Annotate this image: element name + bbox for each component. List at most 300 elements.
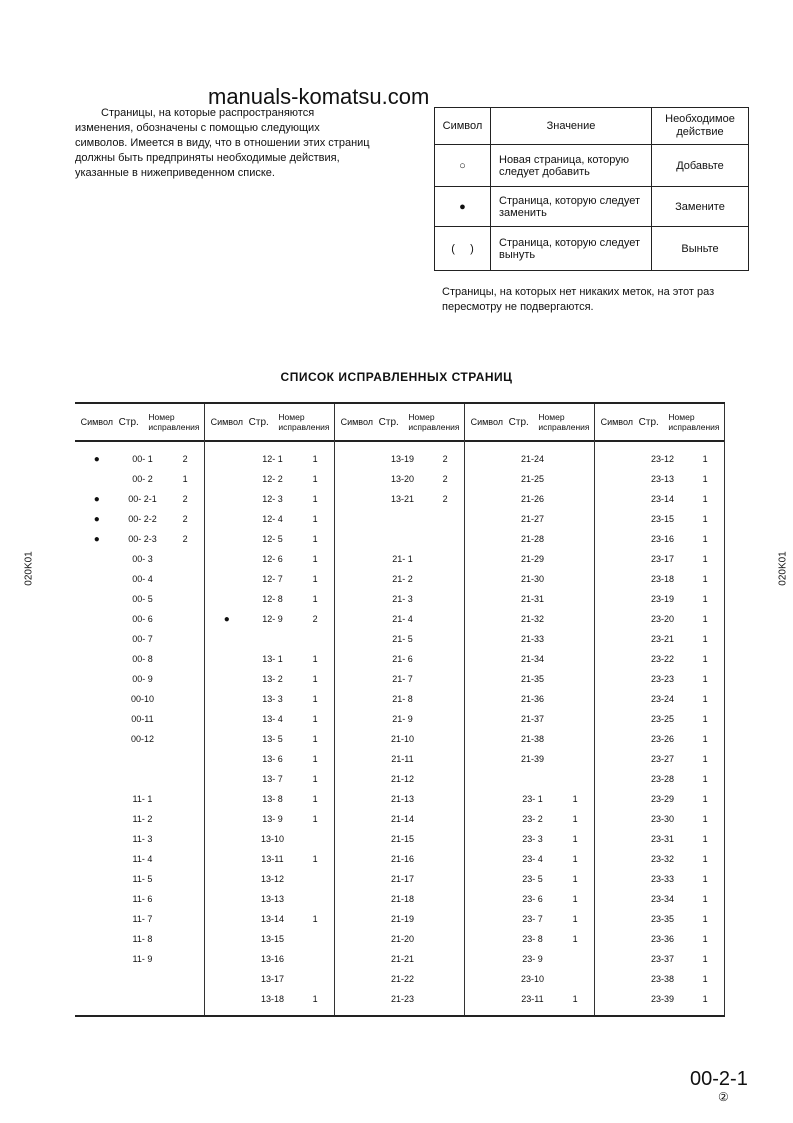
list-row bbox=[335, 509, 464, 529]
row-page: 13-17 bbox=[260, 974, 284, 984]
list-row bbox=[335, 749, 464, 769]
row-page: 12- 1 bbox=[262, 454, 283, 464]
row-page: 23-34 bbox=[650, 894, 674, 904]
row-page: 23-15 bbox=[650, 514, 674, 524]
row-page: 13- 4 bbox=[262, 714, 283, 724]
list-row bbox=[205, 649, 334, 669]
legend-meaning: Страница, которую следует заменить bbox=[491, 187, 652, 227]
row-revision: 1 bbox=[702, 494, 708, 504]
list-row bbox=[335, 769, 464, 789]
row-page: 23-36 bbox=[650, 934, 674, 944]
row-page: 23-32 bbox=[650, 854, 674, 864]
row-revision: 1 bbox=[312, 714, 318, 724]
row-page: 13-16 bbox=[260, 954, 284, 964]
revision-mark: ② bbox=[718, 1090, 729, 1104]
list-row bbox=[595, 569, 724, 589]
list-header-revision: Номер исправления bbox=[148, 412, 200, 432]
list-row bbox=[335, 949, 464, 969]
list-row bbox=[205, 929, 334, 949]
row-revision: 2 bbox=[442, 474, 448, 484]
row-symbol: ● bbox=[93, 493, 100, 505]
row-page: 00- 4 bbox=[132, 574, 153, 584]
row-page: 21-26 bbox=[520, 494, 544, 504]
row-revision: 1 bbox=[572, 914, 578, 924]
no-mark-note: Страницы, на которых нет никаких меток, на этот раз пересмотру не подвергаются. bbox=[442, 286, 715, 313]
list-row bbox=[205, 609, 334, 629]
list-row bbox=[595, 869, 724, 889]
row-revision: 1 bbox=[702, 594, 708, 604]
list-row bbox=[205, 989, 334, 1009]
row-revision: 1 bbox=[312, 514, 318, 524]
list-header-symbol: Символ bbox=[470, 417, 504, 427]
row-revision: 1 bbox=[702, 934, 708, 944]
list-row bbox=[205, 949, 334, 969]
row-page: 00- 6 bbox=[132, 614, 153, 624]
list-row bbox=[465, 529, 594, 549]
row-page: 21-27 bbox=[520, 514, 544, 524]
legend-action: Добавьте bbox=[652, 145, 749, 187]
row-revision: 1 bbox=[312, 734, 318, 744]
legend-header-symbol: Символ bbox=[435, 108, 491, 145]
row-page: 21-11 bbox=[391, 754, 414, 764]
list-column-group bbox=[205, 404, 335, 1015]
list-row bbox=[75, 849, 204, 869]
row-revision: 1 bbox=[702, 954, 708, 964]
row-page: 23-29 bbox=[650, 794, 674, 804]
row-page: 21-39 bbox=[520, 754, 544, 764]
row-page: 13-20 bbox=[390, 474, 414, 484]
list-row bbox=[75, 549, 204, 569]
row-revision: 1 bbox=[572, 874, 578, 884]
list-header bbox=[205, 404, 334, 442]
list-row bbox=[465, 589, 594, 609]
list-row bbox=[205, 469, 334, 489]
row-revision: 1 bbox=[702, 774, 708, 784]
list-row bbox=[75, 789, 204, 809]
row-page: 21-32 bbox=[520, 614, 544, 624]
list-row bbox=[335, 589, 464, 609]
list-row bbox=[335, 929, 464, 949]
list-row bbox=[205, 969, 334, 989]
row-revision: 1 bbox=[312, 534, 318, 544]
legend-symbol-replace: ● bbox=[435, 187, 491, 227]
row-page: 00- 9 bbox=[132, 674, 153, 684]
list-row bbox=[205, 689, 334, 709]
row-page: 23- 2 bbox=[522, 814, 543, 824]
row-page: 13- 3 bbox=[262, 694, 283, 704]
row-page: 21-30 bbox=[520, 574, 544, 584]
row-page: 13- 1 bbox=[262, 654, 283, 664]
list-header-page: Стр. bbox=[248, 416, 269, 428]
row-page: 00- 2-2 bbox=[128, 514, 157, 524]
list-row bbox=[335, 889, 464, 909]
row-page: 12- 8 bbox=[262, 594, 283, 604]
row-page: 21-18 bbox=[390, 894, 414, 904]
list-row bbox=[75, 589, 204, 609]
row-revision: 1 bbox=[702, 534, 708, 544]
row-page: 23-13 bbox=[650, 474, 674, 484]
list-row bbox=[595, 629, 724, 649]
row-revision: 1 bbox=[702, 514, 708, 524]
row-revision: 1 bbox=[702, 454, 708, 464]
row-revision: 1 bbox=[702, 794, 708, 804]
list-row bbox=[205, 769, 334, 789]
list-row bbox=[75, 609, 204, 629]
list-row bbox=[75, 829, 204, 849]
list-row bbox=[205, 849, 334, 869]
list-row bbox=[75, 469, 204, 489]
list-row bbox=[465, 549, 594, 569]
list-row bbox=[75, 509, 204, 529]
list-row bbox=[465, 489, 594, 509]
row-page: 21-19 bbox=[390, 914, 414, 924]
list-row bbox=[335, 549, 464, 569]
list-row bbox=[75, 449, 204, 469]
row-page: 11- 5 bbox=[132, 874, 153, 884]
list-row bbox=[595, 669, 724, 689]
list-row bbox=[205, 869, 334, 889]
list-row bbox=[595, 509, 724, 529]
row-page: 21- 3 bbox=[392, 594, 413, 604]
list-row bbox=[595, 949, 724, 969]
row-page: 21-25 bbox=[520, 474, 544, 484]
list-row bbox=[595, 789, 724, 809]
list-row bbox=[595, 749, 724, 769]
row-page: 23-24 bbox=[650, 694, 674, 704]
list-row bbox=[205, 889, 334, 909]
row-page: 13-19 bbox=[390, 454, 414, 464]
list-row bbox=[335, 489, 464, 509]
row-page: 13- 6 bbox=[262, 754, 283, 764]
row-revision: 1 bbox=[182, 474, 188, 484]
row-page: 23-30 bbox=[650, 814, 674, 824]
list-row bbox=[595, 909, 724, 929]
row-page: 21-31 bbox=[520, 594, 544, 604]
row-revision: 1 bbox=[702, 634, 708, 644]
list-row bbox=[595, 729, 724, 749]
list-header-revision: Номер исправления bbox=[278, 412, 330, 432]
row-page: 21- 9 bbox=[392, 714, 413, 724]
list-row bbox=[335, 469, 464, 489]
row-page: 21- 8 bbox=[392, 694, 413, 704]
list-header-page: Стр. bbox=[508, 416, 529, 428]
row-revision: 2 bbox=[182, 514, 188, 524]
revised-pages-list bbox=[75, 402, 725, 1017]
list-row bbox=[205, 909, 334, 929]
row-revision: 2 bbox=[182, 494, 188, 504]
list-row bbox=[75, 629, 204, 649]
row-revision: 1 bbox=[702, 834, 708, 844]
list-header-symbol: Символ bbox=[80, 417, 114, 427]
row-page: 23-25 bbox=[650, 714, 674, 724]
side-code-left: 020K01 bbox=[23, 551, 35, 586]
list-row bbox=[465, 769, 594, 789]
row-page: 13-14 bbox=[260, 914, 284, 924]
legend-symbol-new: ○ bbox=[435, 145, 491, 187]
list-row bbox=[335, 809, 464, 829]
row-page: 13- 7 bbox=[262, 774, 283, 784]
list-row bbox=[335, 449, 464, 469]
row-page: 11- 4 bbox=[132, 854, 153, 864]
row-page: 21-21 bbox=[390, 954, 414, 964]
row-page: 21-24 bbox=[520, 454, 544, 464]
list-row bbox=[205, 529, 334, 549]
list-row bbox=[205, 669, 334, 689]
row-page: 21-23 bbox=[390, 994, 414, 1004]
row-page: 11- 7 bbox=[132, 914, 153, 924]
row-revision: 1 bbox=[702, 854, 708, 864]
row-page: 23-21 bbox=[650, 634, 674, 644]
list-header-revision: Номер исправления bbox=[408, 412, 460, 432]
row-page: 23- 7 bbox=[522, 914, 543, 924]
row-page: 21-10 bbox=[390, 734, 414, 744]
list-row bbox=[205, 809, 334, 829]
row-page: 13- 8 bbox=[262, 794, 283, 804]
row-page: 12- 6 bbox=[262, 554, 283, 564]
list-row bbox=[595, 449, 724, 469]
legend-action: Замените bbox=[652, 187, 749, 227]
row-revision: 1 bbox=[572, 934, 578, 944]
row-page: 00- 2 bbox=[132, 474, 153, 484]
list-row bbox=[595, 589, 724, 609]
row-revision: 1 bbox=[702, 874, 708, 884]
row-page: 23-12 bbox=[650, 454, 674, 464]
row-page: 21-12 bbox=[390, 774, 414, 784]
row-page: 21-17 bbox=[390, 874, 414, 884]
row-page: 12- 5 bbox=[262, 534, 283, 544]
row-page: 23- 6 bbox=[522, 894, 543, 904]
list-header-symbol: Символ bbox=[600, 417, 634, 427]
list-row bbox=[75, 969, 204, 989]
list-column-group bbox=[595, 404, 725, 1015]
row-revision: 1 bbox=[702, 894, 708, 904]
row-page: 21- 5 bbox=[392, 634, 413, 644]
row-symbol: ● bbox=[93, 453, 100, 465]
list-row bbox=[595, 929, 724, 949]
list-row bbox=[465, 989, 594, 1009]
row-page: 21-36 bbox=[520, 694, 544, 704]
list-row bbox=[75, 869, 204, 889]
row-page: 23-38 bbox=[650, 974, 674, 984]
row-revision: 1 bbox=[312, 674, 318, 684]
list-row bbox=[465, 929, 594, 949]
list-row bbox=[335, 629, 464, 649]
row-page: 21- 2 bbox=[392, 574, 413, 584]
list-title: СПИСОК ИСПРАВЛЕННЫХ СТРАНИЦ bbox=[280, 370, 513, 384]
row-page: 23- 3 bbox=[522, 834, 543, 844]
legend-meaning: Новая страница, которую следует добавить bbox=[491, 145, 652, 187]
row-page: 23-19 bbox=[650, 594, 674, 604]
row-page: 11- 9 bbox=[132, 954, 153, 964]
row-page: 23-31 bbox=[650, 834, 674, 844]
list-header bbox=[595, 404, 724, 442]
row-page: 13-11 bbox=[261, 854, 284, 864]
row-page: 00-12 bbox=[130, 734, 154, 744]
row-revision: 2 bbox=[442, 454, 448, 464]
row-revision: 1 bbox=[702, 814, 708, 824]
row-page: 21- 6 bbox=[392, 654, 413, 664]
row-revision: 1 bbox=[312, 814, 318, 824]
list-row bbox=[335, 909, 464, 929]
row-page: 23- 1 bbox=[522, 794, 543, 804]
list-header-revision: Номер исправления bbox=[668, 412, 720, 432]
list-row bbox=[335, 989, 464, 1009]
list-row bbox=[205, 729, 334, 749]
row-page: 23- 8 bbox=[522, 934, 543, 944]
list-row bbox=[465, 969, 594, 989]
row-revision: 1 bbox=[312, 574, 318, 584]
row-page: 12- 2 bbox=[262, 474, 283, 484]
side-code-right: 020K01 bbox=[777, 551, 789, 586]
list-row bbox=[335, 709, 464, 729]
row-page: 21-38 bbox=[520, 734, 544, 744]
list-header-page: Стр. bbox=[378, 416, 399, 428]
list-row bbox=[595, 469, 724, 489]
row-page: 21-33 bbox=[520, 634, 544, 644]
row-page: 21- 7 bbox=[392, 674, 413, 684]
row-page: 21-14 bbox=[390, 814, 414, 824]
list-row bbox=[335, 849, 464, 869]
list-row bbox=[595, 529, 724, 549]
row-page: 12- 4 bbox=[262, 514, 283, 524]
row-revision: 1 bbox=[312, 754, 318, 764]
row-revision: 2 bbox=[182, 534, 188, 544]
row-revision: 1 bbox=[702, 714, 708, 724]
list-row bbox=[75, 669, 204, 689]
row-page: 00- 8 bbox=[132, 654, 153, 664]
list-row bbox=[75, 749, 204, 769]
list-row bbox=[465, 729, 594, 749]
list-row bbox=[205, 589, 334, 609]
list-row bbox=[595, 549, 724, 569]
row-revision: 1 bbox=[702, 474, 708, 484]
row-page: 11- 3 bbox=[132, 834, 153, 844]
list-row bbox=[75, 769, 204, 789]
legend-header-action: Необходимое действие bbox=[652, 108, 749, 145]
list-row bbox=[335, 689, 464, 709]
list-row bbox=[595, 829, 724, 849]
row-revision: 1 bbox=[312, 654, 318, 664]
list-row bbox=[205, 829, 334, 849]
row-page: 21- 1 bbox=[392, 554, 413, 564]
row-page: 23-18 bbox=[650, 574, 674, 584]
legend-action: Выньте bbox=[652, 227, 749, 271]
list-row bbox=[335, 969, 464, 989]
symbol-legend-table bbox=[434, 107, 749, 271]
row-revision: 1 bbox=[702, 754, 708, 764]
list-row bbox=[75, 909, 204, 929]
list-row bbox=[465, 869, 594, 889]
list-row bbox=[205, 549, 334, 569]
list-row bbox=[335, 529, 464, 549]
list-row bbox=[75, 689, 204, 709]
list-row bbox=[205, 569, 334, 589]
list-header-page: Стр. bbox=[118, 416, 139, 428]
row-revision: 1 bbox=[702, 614, 708, 624]
list-row bbox=[465, 789, 594, 809]
list-column-group bbox=[335, 404, 465, 1015]
row-symbol: ● bbox=[93, 533, 100, 545]
list-row bbox=[75, 929, 204, 949]
row-page: 13- 2 bbox=[262, 674, 283, 684]
list-row bbox=[75, 649, 204, 669]
row-revision: 1 bbox=[312, 794, 318, 804]
list-header-symbol: Символ bbox=[340, 417, 374, 427]
list-row bbox=[595, 689, 724, 709]
row-revision: 1 bbox=[702, 574, 708, 584]
list-row bbox=[75, 709, 204, 729]
row-page: 00-10 bbox=[130, 694, 154, 704]
row-page: 23- 5 bbox=[522, 874, 543, 884]
row-symbol: ● bbox=[93, 513, 100, 525]
row-page: 00- 2-1 bbox=[128, 494, 157, 504]
list-row bbox=[465, 949, 594, 969]
list-row bbox=[595, 809, 724, 829]
list-row bbox=[465, 689, 594, 709]
row-page: 23-11 bbox=[521, 994, 544, 1004]
row-page: 21-22 bbox=[390, 974, 414, 984]
row-page: 13- 9 bbox=[262, 814, 283, 824]
row-revision: 1 bbox=[312, 454, 318, 464]
row-revision: 1 bbox=[702, 914, 708, 924]
row-page: 23-26 bbox=[650, 734, 674, 744]
list-row bbox=[205, 709, 334, 729]
list-row bbox=[465, 909, 594, 929]
list-row bbox=[595, 709, 724, 729]
list-row bbox=[595, 489, 724, 509]
list-row bbox=[595, 849, 724, 869]
row-page: 13-15 bbox=[260, 934, 284, 944]
list-row bbox=[75, 989, 204, 1009]
row-page: 23-35 bbox=[650, 914, 674, 924]
row-page: 23-10 bbox=[520, 974, 544, 984]
intro-paragraph: Страницы, на которые распространяются изменения, обозначены с помощью следующих символов. Имеется в виду, что в отношении этих страниц должны быть предприняты необходимые действия, указанные в нижеприведенном списке. bbox=[75, 107, 370, 179]
row-page: 13-10 bbox=[260, 834, 284, 844]
row-revision: 1 bbox=[312, 694, 318, 704]
row-page: 12- 7 bbox=[262, 574, 283, 584]
row-page: 21-35 bbox=[520, 674, 544, 684]
row-page: 23- 4 bbox=[522, 854, 543, 864]
row-page: 21-29 bbox=[520, 554, 544, 564]
row-page: 13-12 bbox=[260, 874, 284, 884]
list-header bbox=[465, 404, 594, 442]
row-page: 23-20 bbox=[650, 614, 674, 624]
row-page: 23-33 bbox=[650, 874, 674, 884]
list-row bbox=[205, 789, 334, 809]
legend-symbol-remove: ( ) bbox=[435, 227, 491, 271]
list-row bbox=[465, 829, 594, 849]
list-row bbox=[595, 989, 724, 1009]
row-page: 13- 5 bbox=[262, 734, 283, 744]
row-page: 21-16 bbox=[390, 854, 414, 864]
list-row bbox=[465, 889, 594, 909]
row-revision: 1 bbox=[702, 694, 708, 704]
list-row bbox=[465, 649, 594, 669]
list-row bbox=[335, 869, 464, 889]
row-page: 12- 3 bbox=[262, 494, 283, 504]
row-page: 00-11 bbox=[131, 714, 154, 724]
row-page: 21-15 bbox=[390, 834, 414, 844]
row-page: 12- 9 bbox=[262, 614, 283, 624]
row-revision: 1 bbox=[572, 834, 578, 844]
list-row bbox=[75, 949, 204, 969]
row-page: 23-39 bbox=[650, 994, 674, 1004]
row-page: 00- 5 bbox=[132, 594, 153, 604]
row-page: 00- 3 bbox=[132, 554, 153, 564]
list-row bbox=[75, 809, 204, 829]
row-revision: 1 bbox=[572, 994, 578, 1004]
row-page: 21-37 bbox=[520, 714, 544, 724]
